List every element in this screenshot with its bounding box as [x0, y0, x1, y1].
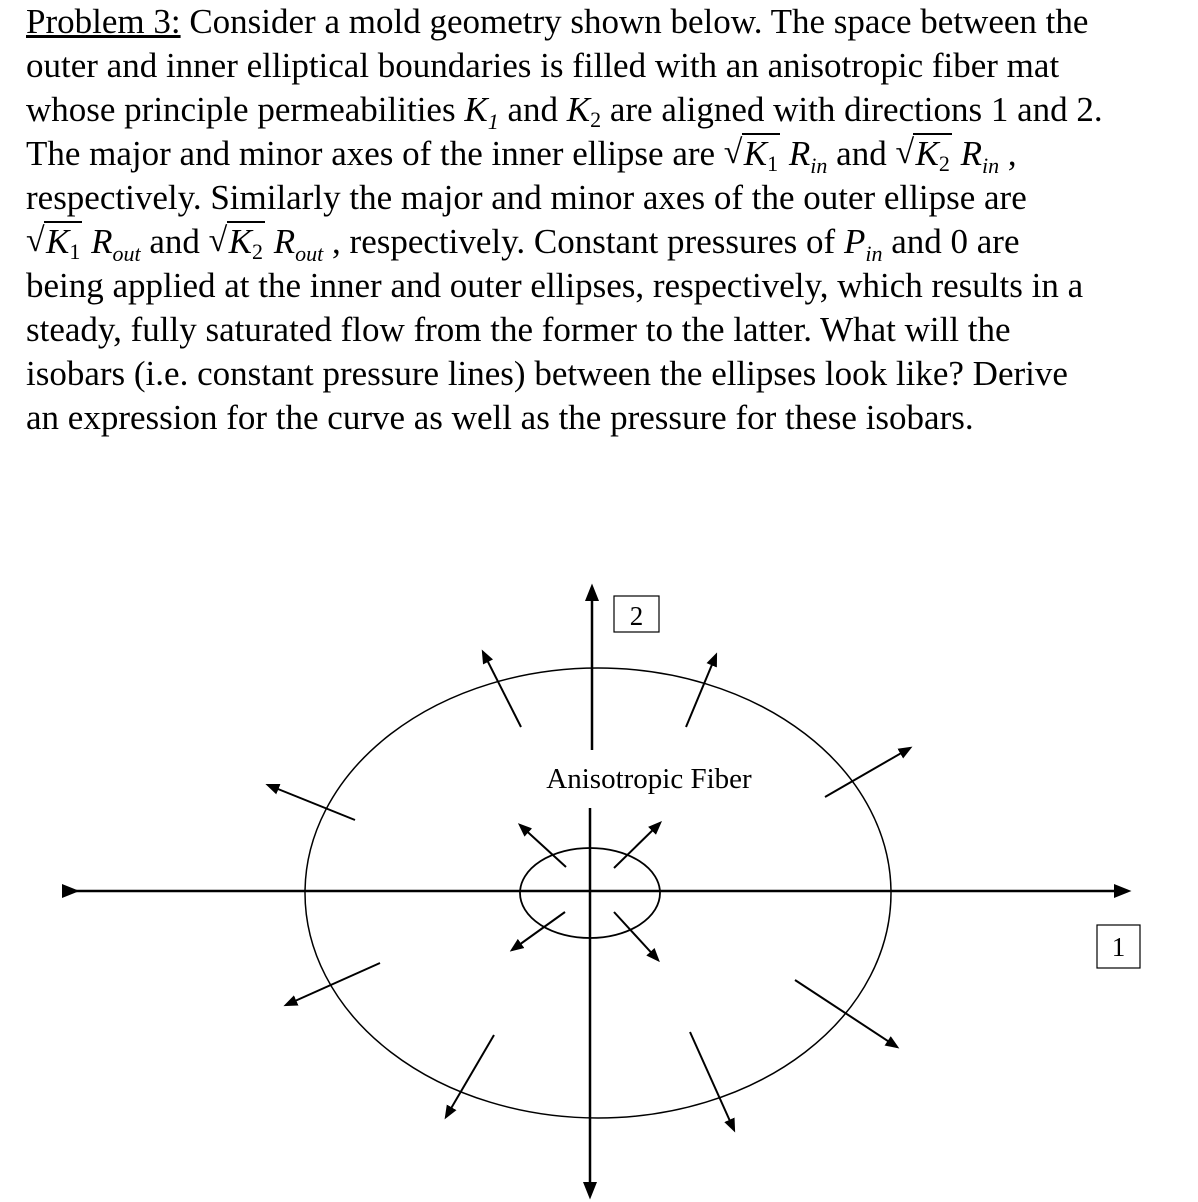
region-label: Anisotropic Fiber — [546, 763, 752, 795]
sqrt-k1: √ $K_1$ — [724, 132, 780, 183]
outer-arrow-4 — [825, 748, 910, 797]
outer-arrow-1 — [483, 652, 521, 727]
line-5: respectively. Similarly the major and minor axes of the outer ellipse are — [26, 178, 1027, 217]
line-8: steady, fully saturated flow from the former to the latter. What will the — [26, 310, 1011, 349]
inner-arrow-sw — [512, 912, 565, 950]
axis-1-label: 1 — [1111, 932, 1126, 962]
line-4: The major and minor axes of the inner ellipse are √ $K_1$ $R_{in}$ and √ $K_2$ $R_{in}$ , — [26, 132, 1186, 176]
outer-arrow-8 — [690, 1032, 734, 1130]
line-10: an expression for the curve as well as the pressure for these isobars. — [26, 398, 974, 437]
line-3: whose principle permeabilities $K_1$ and $K_2$ are aligned with directions 1 and 2. — [26, 90, 1103, 134]
line-2: outer and inner elliptical boundaries is filled with an anisotropic fiber mat — [26, 46, 1060, 85]
sqrt-k2: √ $K_2$ — [895, 132, 951, 183]
outer-arrow-7 — [446, 1035, 494, 1117]
problem-heading: Problem 3: — [26, 2, 181, 41]
inner-arrow-se — [614, 912, 658, 960]
inner-arrow-ne — [614, 823, 660, 868]
sqrt-k2: √ $K_2$ — [209, 220, 265, 271]
line-6: √ $K_1$ $R_{out}$ and √ $K_2$ $R_{out}$ , respectively. Constant pressures of $P_{in}$ and 0 are — [26, 220, 1186, 264]
outer-arrow-5 — [286, 963, 380, 1005]
outer-arrow-6 — [795, 980, 897, 1047]
outer-ellipse — [305, 668, 891, 1118]
line-1: Problem 3: Consider a mold geometry shown below. The space between the — [26, 2, 1089, 41]
line-9: isobars (i.e. constant pressure lines) between the ellipses look like? Derive — [26, 354, 1068, 393]
outer-arrow-3 — [268, 785, 355, 820]
inner-arrow-nw — [520, 825, 566, 867]
sqrt-k1: √ $K_1$ — [26, 220, 82, 271]
line-7: being applied at the inner and outer ellipses, respectively, which results in a — [26, 266, 1084, 305]
outer-arrow-2 — [686, 655, 716, 727]
axis-2-label: 2 — [629, 601, 644, 631]
